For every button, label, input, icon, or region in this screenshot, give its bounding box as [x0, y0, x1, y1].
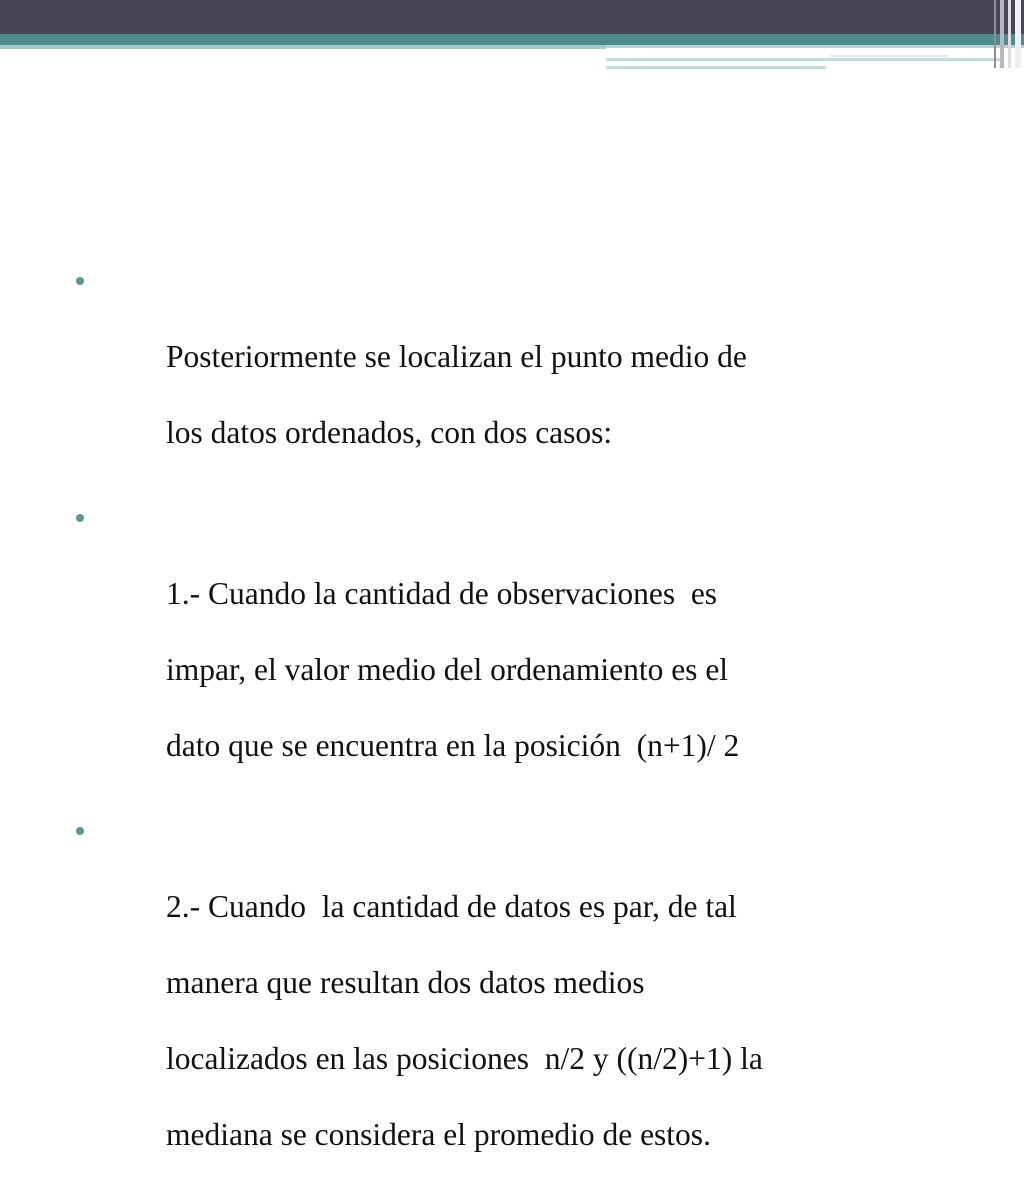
bullet-line: 2.- Cuando la cantidad de datos es par, de tal [166, 889, 737, 924]
decorative-line [606, 58, 1001, 61]
bullet-dot-icon [76, 277, 84, 285]
bullet-list [72, 262, 952, 1192]
bullet-line: 1.- Cuando la cantidad de observaciones es [166, 576, 718, 611]
bullet-item [72, 812, 952, 1192]
bullet-item [72, 499, 952, 803]
decorative-line [606, 66, 826, 69]
bullet-dot-icon [76, 827, 84, 835]
bullet-line: localizados en las posiciones n/2 y ((n/2)+1) la [166, 1041, 763, 1076]
bullet-item [72, 262, 952, 490]
bullet-line: dato que se encuentra en la posición (n+1)/ 2 [166, 728, 740, 763]
bullet-line: Posteriormente se localizan el punto medio de [166, 339, 747, 374]
bullet-line: mediana se considera el promedio de estos. [166, 1117, 711, 1152]
decorative-stripe [994, 0, 996, 68]
accent-band-light [0, 45, 606, 49]
decorative-header-block [606, 45, 1024, 59]
bullet-line: manera que resultan dos datos medios [166, 965, 645, 1000]
header-bar [0, 0, 1024, 34]
bullet-line: impar, el valor medio del ordenamiento es el [166, 652, 729, 687]
bullet-dot-icon [76, 514, 84, 522]
decorative-stripe [1000, 0, 1004, 68]
accent-band [0, 34, 1024, 45]
decorative-stripe [1015, 0, 1021, 68]
decorative-line [830, 55, 948, 57]
decorative-stripe [1008, 0, 1011, 68]
bullet-line: los datos ordenados, con dos casos: [166, 415, 613, 450]
slide-body [72, 262, 952, 1201]
